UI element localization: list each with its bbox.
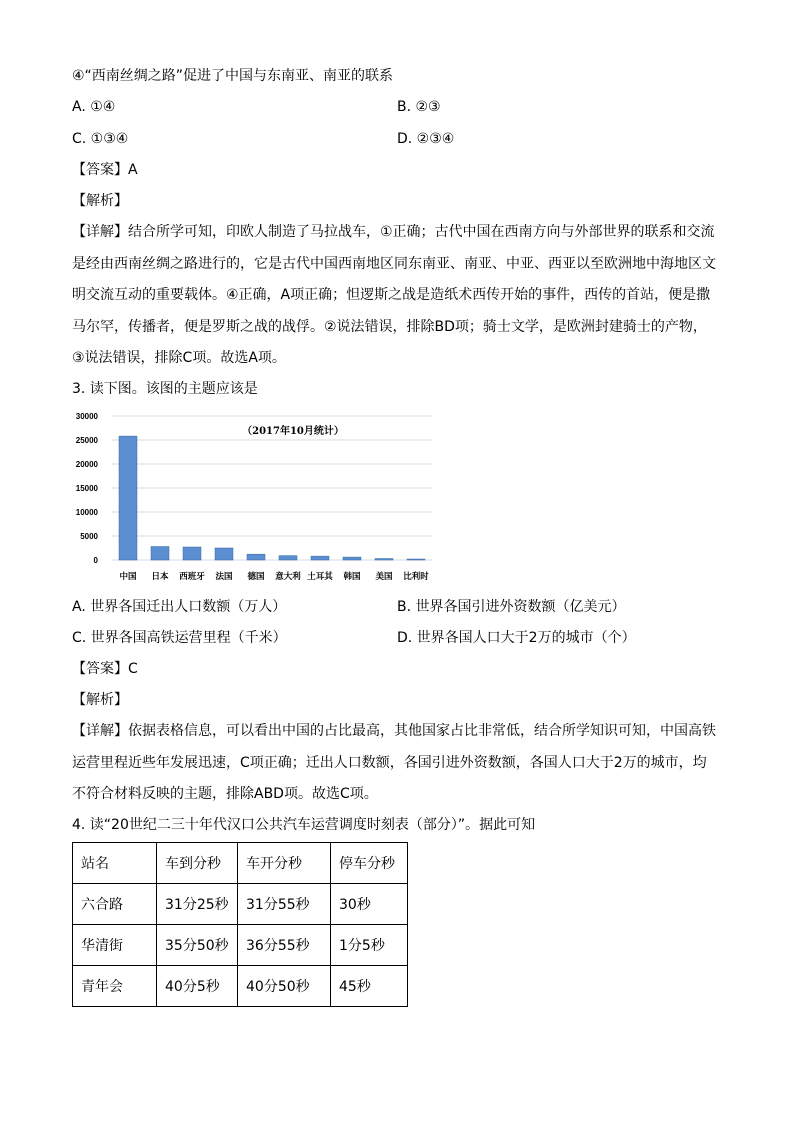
chart-bar [343, 557, 361, 560]
table-header-row [73, 843, 408, 884]
chart-x-tick-label: 德国 [247, 572, 265, 582]
chart-bar [311, 556, 329, 560]
q3-detail-line: 运营里程近些年发展迅速，C项正确；迁出人口数额，各国引进外资数额，各国人口大于2万的城市，均 [72, 754, 707, 771]
chart-x-ticks [119, 571, 429, 582]
q2-option-d: D. ②③④ [397, 131, 455, 147]
q3-option-b: B. 世界各国引进外资数额（亿美元） [397, 599, 626, 615]
table-row [73, 884, 408, 925]
chart-x-tick-label: 韩国 [343, 572, 361, 582]
chart-x-tick-label: 西班牙 [179, 572, 205, 582]
q2-detail-line: 是经由西南丝绸之路进行的，它是古代中国西南地区同东南亚、南亚、中亚、西亚以至欧洲地中海地区文 [72, 255, 716, 272]
q2-answer: 【答案】A [72, 162, 138, 178]
table-row [73, 925, 408, 966]
q2-detail [72, 217, 720, 375]
table-row [73, 966, 408, 1007]
chart-x-tick-label: 美国 [375, 572, 393, 582]
q3-option-a: A. 世界各国迁出人口数额（万人） [72, 599, 287, 615]
q2-analysis-tag: 【解析】 [72, 193, 128, 209]
chart-y-tick-label: 10000 [75, 508, 98, 517]
q3-detail-line: 【详解】依据表格信息，可以看出中国的占比最高，其他国家占比非常低，结合所学知识可知，中国高铁 [72, 723, 716, 739]
q2-detail-line: 马尔罕，传播者，便是罗斯之战的战俘。②说法错误，排除BD项；骑士文学，是欧洲封建骑士的产物， [72, 318, 707, 335]
table-cell: 六合路 [73, 884, 157, 925]
q2-option-b: B. ②③ [397, 99, 441, 115]
table-cell: 40分50秒 [238, 966, 331, 1007]
table-cell: 华清街 [73, 925, 157, 966]
q3-detail-line: 不符合材料反映的主题，排除ABD项。故选C项。 [72, 786, 378, 802]
chart-bar [247, 554, 265, 560]
chart-x-tick-label: 比利时 [403, 572, 429, 582]
chart-x-tick-label: 土耳其 [307, 572, 333, 582]
q3-analysis-tag: 【解析】 [72, 692, 128, 708]
chart-y-tick-label: 25000 [75, 436, 98, 445]
schedule-table [72, 842, 408, 1007]
q2-detail-line: 【详解】结合所学可知，印欧人制造了马拉战车，①正确；古代中国在西南方向与外部世界的联系和交流 [72, 224, 715, 240]
q2-detail-line: 明交流互动的重要载体。④正确，A项正确；怛逻斯之战是造纸术西传开始的事件，西传的首站，便是撒 [72, 287, 711, 303]
table-cell: 1分5秒 [331, 925, 408, 966]
chart-grid [112, 416, 432, 560]
table-cell: 31分55秒 [238, 884, 331, 925]
chart-bar [407, 559, 425, 560]
table-cell: 36分55秒 [238, 925, 331, 966]
q3-answer: 【答案】C [72, 661, 138, 677]
table-cell: 31分25秒 [157, 884, 238, 925]
q3-option-d: D. 世界各国人口大于2万的城市（个） [397, 630, 636, 646]
q3-option-c: C. 世界各国高铁运营里程（千米） [72, 630, 287, 646]
chart-x-tick-label: 中国 [119, 572, 137, 582]
table-header-cell: 停车分秒 [331, 843, 408, 884]
table-cell: 45秒 [331, 966, 408, 1007]
chart-bar [279, 556, 297, 560]
chart-title: （2017年10月统计） [242, 426, 344, 437]
q2-detail-line: ③说法错误，排除C项。故选A项。 [72, 350, 286, 366]
chart-bars [119, 436, 425, 560]
q3-stem: 3. 读下图。该图的主题应该是 [72, 381, 258, 397]
chart-y-ticks [76, 412, 99, 565]
table-header-cell: 车开分秒 [238, 843, 331, 884]
table-cell: 青年会 [73, 966, 157, 1007]
chart-x-tick-label: 日本 [151, 572, 169, 582]
chart-y-tick-label: 0 [93, 556, 98, 565]
chart-bar [215, 548, 233, 560]
chart-bar [119, 436, 137, 560]
q2-option-a: A. ①④ [72, 99, 116, 115]
chart-y-tick-label: 20000 [75, 460, 98, 469]
table-header-cell: 站名 [73, 843, 157, 884]
chart-y-tick-label: 15000 [75, 484, 98, 493]
chart-x-tick-label: 意大利 [275, 572, 301, 582]
q3-detail [72, 716, 720, 811]
chart-bar [375, 559, 393, 560]
q2-item-4: ④“西南丝绸之路”促进了中国与东南亚、南亚的联系 [72, 68, 394, 84]
table-cell: 40分5秒 [157, 966, 238, 1007]
bar-chart [72, 408, 434, 586]
chart-x-tick-label: 法国 [215, 572, 233, 582]
chart-y-tick-label: 30000 [75, 412, 98, 421]
q4-stem: 4. 读“20世纪二三十年代汉口公共汽车运营调度时刻表（部分）”。据此可知 [72, 817, 536, 833]
chart-y-tick-label: 5000 [80, 532, 98, 541]
table-cell: 35分50秒 [157, 925, 238, 966]
q2-option-c: C. ①③④ [72, 131, 129, 147]
chart-bar [151, 547, 169, 560]
chart-bar [183, 547, 201, 560]
table-header-cell: 车到分秒 [157, 843, 238, 884]
table-cell: 30秒 [331, 884, 408, 925]
